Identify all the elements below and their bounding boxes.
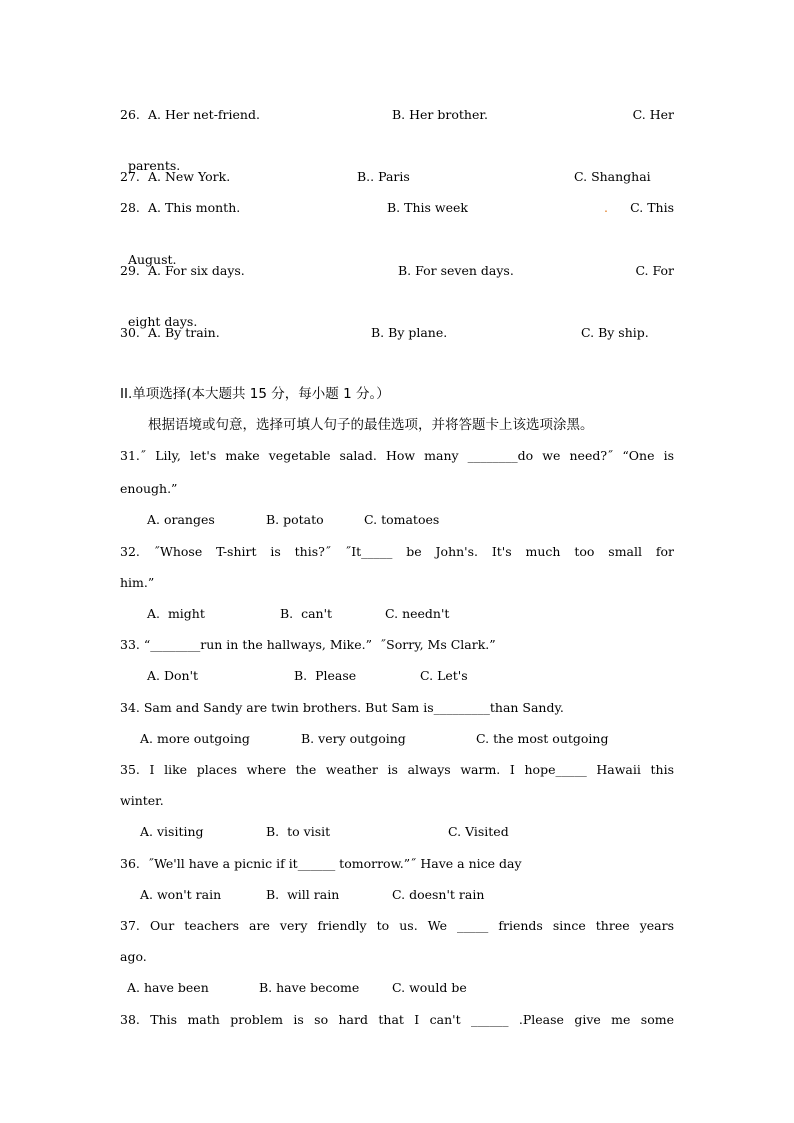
q26-option-c: C. Her: [632, 107, 674, 122]
question-27: [120, 167, 674, 187]
q34-options: [120, 729, 674, 749]
q37-stem: 37. Our teachers are very friendly to us. We _____ friends since three years: [120, 918, 674, 933]
q36-option-a: A. won't rain: [140, 887, 222, 902]
section-instruction: 根据语境或句意，选择可填人句子的最佳选项，并将答题卡上该选项涂黑。: [148, 417, 594, 433]
q30-option-c: C. By ship.: [581, 325, 649, 340]
q30-option-b: B. By plane.: [371, 325, 448, 340]
q28-number: 28.: [120, 200, 140, 215]
q29-number: 29.: [120, 263, 140, 278]
q30-option-a: A. By train.: [148, 325, 220, 340]
q38-stem: 38. This math problem is so hard that I can't ______ .Please give me some: [120, 1012, 674, 1027]
q33-stem: 33. “________run in the hallways, Mike.” ˝Sorry, Ms Clark.”: [120, 637, 496, 652]
question-28-cont: [120, 230, 674, 267]
q37-option-b: B. have become: [259, 980, 360, 995]
q28-option-c-cont: August.: [127, 252, 177, 267]
q28-option-a: A. This month.: [148, 200, 241, 215]
q35-stem: 35. I like places where the weather is always warm. I hope_____ Hawaii this: [120, 762, 674, 777]
q33-options: [120, 666, 674, 686]
question-28: [120, 198, 674, 218]
q29-option-c: C. For: [635, 263, 674, 278]
q36-option-b: B. will rain: [266, 887, 340, 902]
q27-option-a: A. New York.: [148, 169, 231, 184]
q26-option-a: A. Her net-friend.: [148, 107, 260, 122]
q36-option-c: C. doesn't rain: [392, 887, 485, 902]
q35-option-a: A. visiting: [140, 824, 204, 839]
q26-option-c-cont: parents.: [127, 158, 181, 173]
q31-option-b: B. potato: [266, 512, 324, 527]
q34-option-b: B. very outgoing: [301, 731, 406, 746]
q32-stem-cont: him.”: [120, 575, 155, 590]
question-30: [120, 323, 674, 343]
q27-number: 27.: [120, 169, 140, 184]
q33-option-b: B. Please: [294, 668, 357, 683]
q31-options: [120, 510, 674, 530]
q26-number: 26.: [120, 107, 140, 122]
q27-option-b: B.. Paris: [357, 169, 410, 184]
q31-option-a: A. oranges: [147, 512, 215, 527]
q28-stray-mark: .: [604, 200, 608, 215]
q36-stem: 36. ˝We'll have a picnic if it______ tomorrow.”˝ Have a nice day: [120, 856, 522, 871]
q32-stem: 32. ˝Whose T-shirt is this?˝ ˝It_____ be John's. It's much too small for: [120, 544, 674, 559]
q33-option-c: C. Let's: [420, 668, 468, 683]
question-29-cont: [120, 292, 674, 329]
q34-option-a: A. more outgoing: [140, 731, 250, 746]
q26-option-b: B. Her brother.: [392, 107, 488, 122]
q28-option-b: B. This week: [387, 200, 468, 215]
q31-option-c: C. tomatoes: [364, 512, 440, 527]
q33-option-a: A. Don't: [147, 668, 199, 683]
q37-option-a: A. have been: [127, 980, 209, 995]
q32-option-c: C. needn't: [385, 606, 450, 621]
q32-options: [120, 604, 674, 624]
q37-option-c: C. would be: [392, 980, 467, 995]
q34-option-c: C. the most outgoing: [476, 731, 609, 746]
q29-option-c-cont: eight days.: [127, 314, 198, 329]
q31-stem: 31.˝ Lily, let's make vegetable salad. How many ________do we need?˝ “One is: [120, 448, 674, 463]
q28-option-c: C. This: [630, 200, 674, 215]
q37-stem-cont: ago.: [120, 949, 147, 964]
question-26-cont: [120, 136, 674, 173]
q30-number: 30.: [120, 325, 140, 340]
q27-option-c: C. Shanghai: [574, 169, 651, 184]
q32-option-b: B. can't: [280, 606, 333, 621]
section-heading: II.单项选择(本大题共 15 分，每小题 1 分。）: [120, 386, 390, 402]
q36-options: [120, 885, 674, 905]
q35-option-c: C. Visited: [448, 824, 509, 839]
q34-stem: 34. Sam and Sandy are twin brothers. But Sam is_________than Sandy.: [120, 700, 564, 715]
q32-option-a: A. might: [147, 606, 205, 621]
q29-option-b: B. For seven days.: [398, 263, 514, 278]
question-29: [120, 261, 674, 281]
q35-option-b: B. to visit: [266, 824, 331, 839]
q35-stem-cont: winter.: [120, 793, 164, 808]
q31-stem-cont: enough.”: [120, 481, 178, 496]
q29-option-a: A. For six days.: [148, 263, 245, 278]
q35-options: [120, 822, 674, 842]
q37-options: [120, 978, 674, 998]
question-26: [120, 105, 674, 125]
